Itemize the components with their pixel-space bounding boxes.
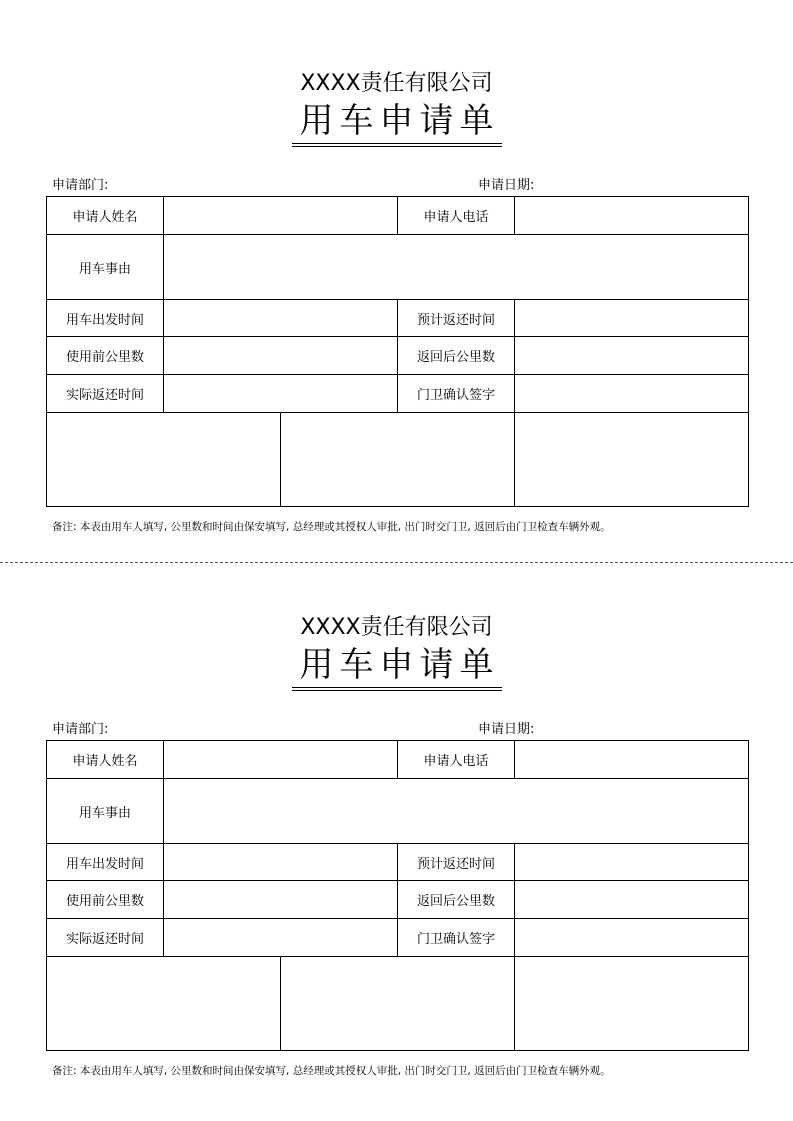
applicant-name-field[interactable] <box>164 741 398 779</box>
applicant-phone-field[interactable] <box>515 197 749 235</box>
applicant-phone-label: 申请人电话 <box>398 197 515 235</box>
signature-box-3[interactable] <box>515 413 749 507</box>
dept-label: 申请部门: <box>52 722 109 737</box>
reason-field[interactable] <box>164 235 749 300</box>
dept-label: 申请部门: <box>52 178 109 193</box>
odometer-before-label: 使用前公里数 <box>47 881 164 919</box>
form-title: 用车申请单 <box>292 100 502 147</box>
actual-return-field[interactable] <box>164 375 398 413</box>
form-note: 备注: 本表由用车人填写, 公里数和时间由保安填写, 总经理或其授权人审批, 出门时交门卫, 返回后由门卫检查车辆外观。 <box>52 1065 611 1077</box>
actual-return-label: 实际返还时间 <box>47 375 164 413</box>
signature-box-2[interactable] <box>281 957 515 1051</box>
applicant-name-label: 申请人姓名 <box>47 741 164 779</box>
expected-return-field[interactable] <box>515 300 749 337</box>
application-table <box>46 740 749 1051</box>
odometer-before-field[interactable] <box>164 337 398 375</box>
company-name: XXXX责任有限公司 <box>300 615 493 640</box>
odometer-after-field[interactable] <box>515 881 749 919</box>
application-table <box>46 196 749 507</box>
form-note: 备注: 本表由用车人填写, 公里数和时间由保安填写, 总经理或其授权人审批, 出门时交门卫, 返回后由门卫检查车辆外观。 <box>52 521 611 533</box>
signature-box-2[interactable] <box>281 413 515 507</box>
company-name: XXXX责任有限公司 <box>300 71 493 96</box>
applicant-name-label: 申请人姓名 <box>47 197 164 235</box>
odometer-after-label: 返回后公里数 <box>398 881 515 919</box>
expected-return-label: 预计返还时间 <box>398 300 515 337</box>
depart-time-label: 用车出发时间 <box>47 844 164 881</box>
applicant-phone-label: 申请人电话 <box>398 741 515 779</box>
signature-box-1[interactable] <box>47 413 281 507</box>
guard-sign-field[interactable] <box>515 375 749 413</box>
depart-time-label: 用车出发时间 <box>47 300 164 337</box>
depart-time-field[interactable] <box>164 844 398 881</box>
odometer-before-field[interactable] <box>164 881 398 919</box>
applicant-name-field[interactable] <box>164 197 398 235</box>
form-title: 用车申请单 <box>292 644 502 691</box>
date-label: 申请日期: <box>478 722 535 737</box>
expected-return-field[interactable] <box>515 844 749 881</box>
signature-box-3[interactable] <box>515 957 749 1051</box>
odometer-before-label: 使用前公里数 <box>47 337 164 375</box>
guard-sign-label: 门卫确认签字 <box>398 375 515 413</box>
expected-return-label: 预计返还时间 <box>398 844 515 881</box>
odometer-after-field[interactable] <box>515 337 749 375</box>
cut-line <box>0 562 793 563</box>
guard-sign-field[interactable] <box>515 919 749 957</box>
date-label: 申请日期: <box>478 178 535 193</box>
reason-label: 用车事由 <box>47 235 164 300</box>
odometer-after-label: 返回后公里数 <box>398 337 515 375</box>
guard-sign-label: 门卫确认签字 <box>398 919 515 957</box>
reason-field[interactable] <box>164 779 749 844</box>
reason-label: 用车事由 <box>47 779 164 844</box>
depart-time-field[interactable] <box>164 300 398 337</box>
applicant-phone-field[interactable] <box>515 741 749 779</box>
actual-return-label: 实际返还时间 <box>47 919 164 957</box>
actual-return-field[interactable] <box>164 919 398 957</box>
signature-box-1[interactable] <box>47 957 281 1051</box>
